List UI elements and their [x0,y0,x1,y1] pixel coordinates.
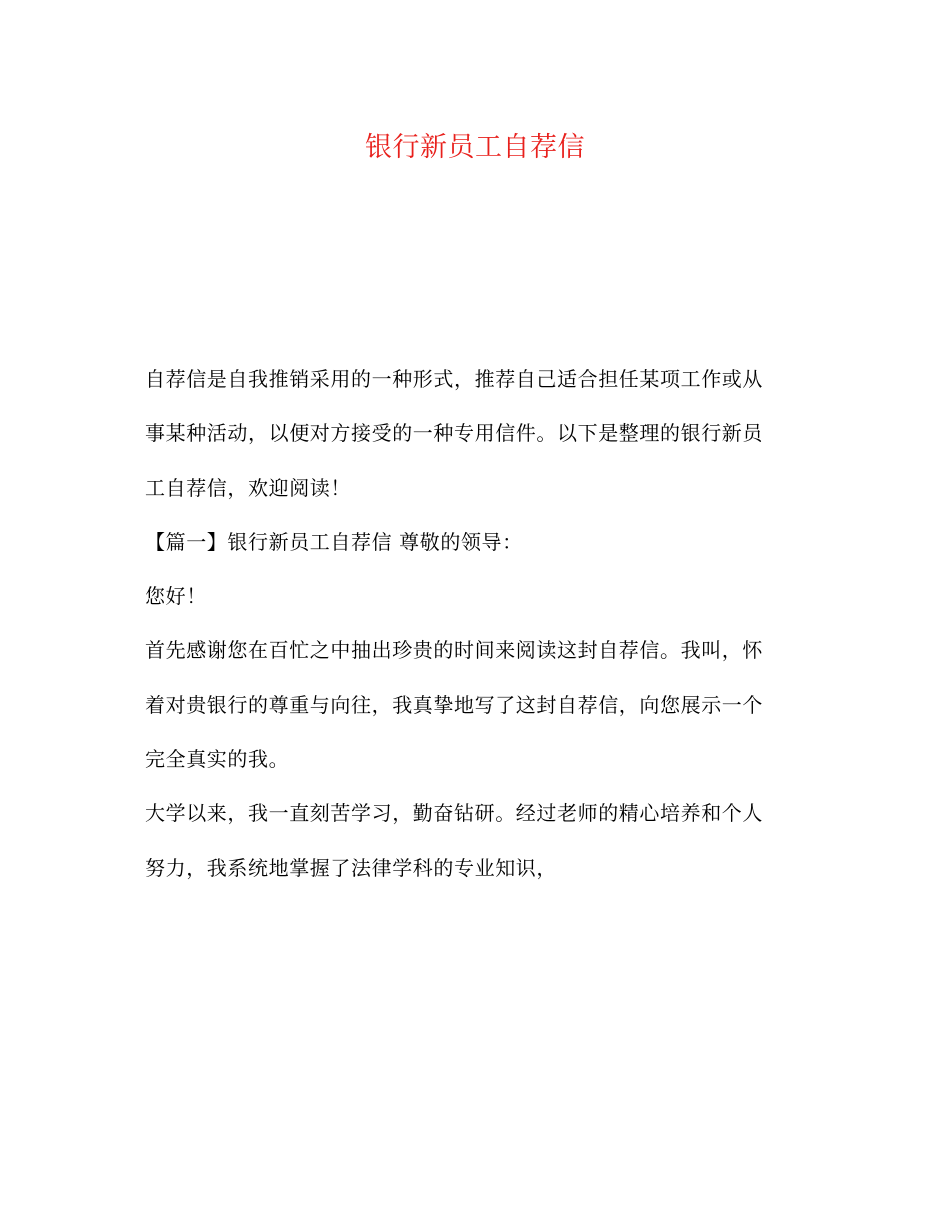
body-line: 努力，我系统地掌握了法律学科的专业知识， [145,855,557,880]
body-line: 工自荐信，欢迎阅读！ [145,475,351,500]
body-line: 着对贵银行的尊重与向往，我真挚地写了这封自荐信，向您展示一个 [145,692,763,717]
body-line: 事某种活动，以便对方接受的一种专用信件。以下是整理的银行新员 [145,421,763,446]
body-line: 大学以来，我一直刻苦学习，勤奋钻研。经过老师的精心培养和个人 [145,801,763,826]
document-body [145,355,805,898]
document-title: 银行新员工自荐信 [365,132,585,163]
greeting-line: 您好！ [145,584,207,609]
body-line: 完全真实的我。 [145,747,290,772]
body-line: 首先感谢您在百忙之中抽出珍贵的时间来阅读这封自荐信。我叫，怀 [145,638,763,663]
section-heading-line: 【篇一】银行新员工自荐信 尊敬的领导： [145,529,523,554]
body-line: 自荐信是自我推销采用的一种形式，推荐自己适合担任某项工作或从 [145,367,763,391]
